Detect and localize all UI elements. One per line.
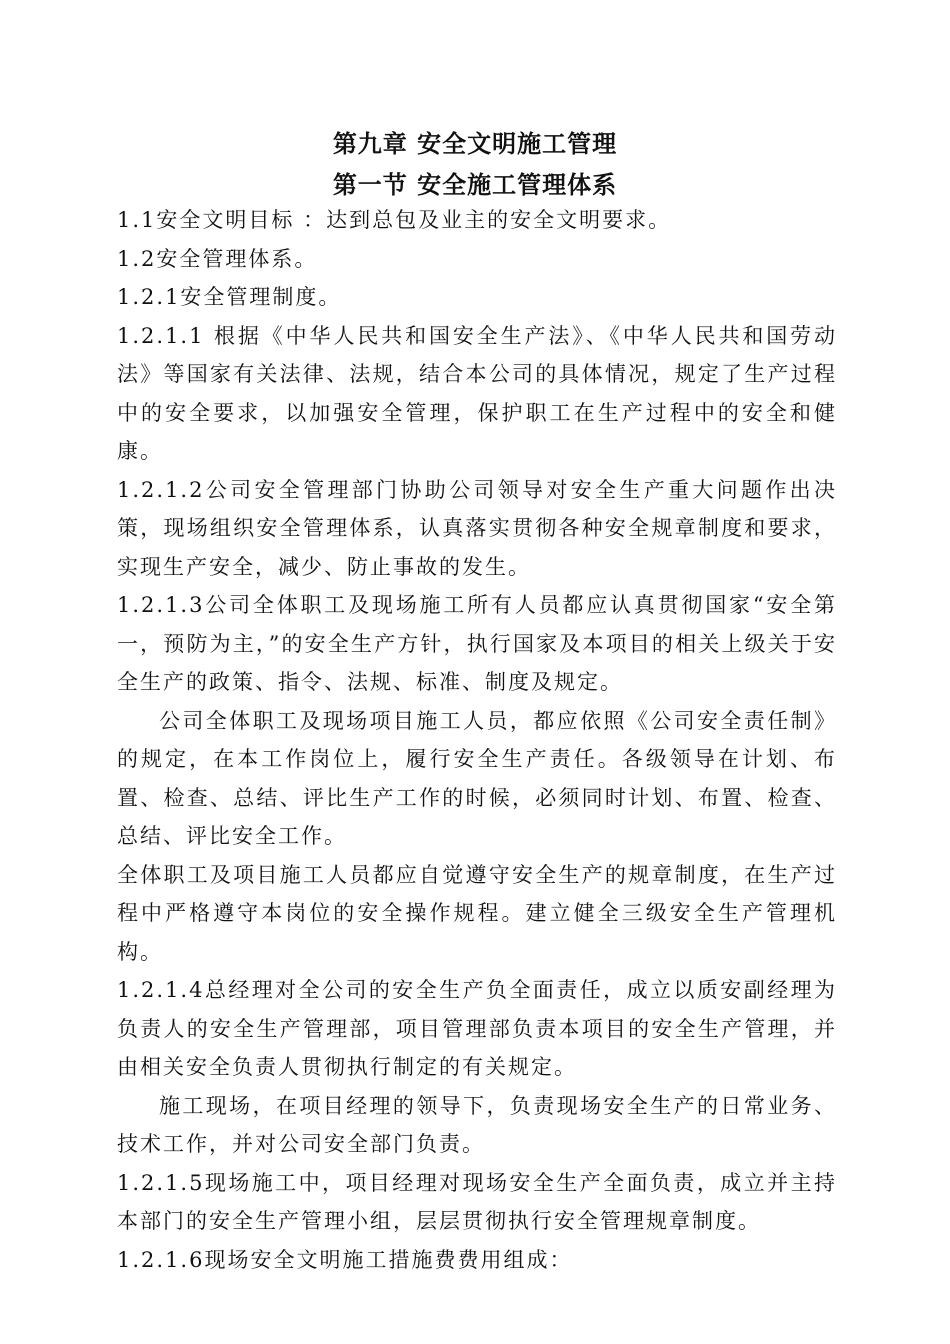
paragraph-1-2-1-5: 1.2.1.5现场施工中，项目经理对现场安全生产全面负责，成立并主持本部门的安全生产管理小组，层层贯彻执行安全管理规章制度。 bbox=[117, 1170, 837, 1233]
paragraph-1-2-1-1: 1.2.1.1 根据《中华人民共和国安全生产法》、《中华人民共和国劳动法》等国家有关法律、法规，结合本公司的具体情况，规定了生产过程中的安全要求，以加强安全管理，保护职工在生产过程中的安全和健康。 bbox=[117, 323, 837, 463]
paragraph-1-2-1-3: 1.2.1.3公司全体职工及现场施工所有人员都应认真贯彻国家“安全第一，预防为主，”的安全生产方针，执行国家及本项目的相关上级关于安全生产的政策、指令、法规、标准、制度及规定。 bbox=[117, 593, 837, 694]
paragraph-1-2-1-2: 1.2.1.2公司安全管理部门协助公司领导对安全生产重大问题作出决策，现场组织安全管理体系，认真落实贯彻各种安全规章制度和要求，实现生产安全，减少、防止事故的发生。 bbox=[117, 477, 837, 579]
section-title: 第一节 安全施工管理体系 bbox=[332, 170, 618, 199]
paragraph-site-management: 施工现场，在项目经理的领导下，负责现场安全生产的日常业务、技术工作，并对公司安全部门负责。 bbox=[117, 1093, 837, 1156]
body-text bbox=[117, 201, 837, 1279]
paragraph-1-2-1-4: 1.2.1.4总经理对全公司的安全生产负全面责任，成立以质安副经理为负责人的安全生产管理部，项目管理部负责本项目的安全生产管理，并由相关安全负责人贯彻执行制定的有关规定。 bbox=[117, 978, 837, 1079]
paragraph-safety-goal: 1.1安全文明目标 ：达到总包及业主的安全文明要求。 bbox=[117, 208, 672, 232]
paragraph-1-2-1-6: 1.2.1.6现场安全文明施工措施费费用组成： bbox=[117, 1247, 573, 1272]
paragraph-management-system: 1.2安全管理体系。 bbox=[117, 246, 318, 271]
paragraph-management-rules: 1.2.1安全管理制度。 bbox=[117, 285, 342, 309]
paragraph-staff-compliance: 全体职工及项目施工人员都应自觉遵守安全生产的规章制度，在生产过程中严格遵守本岗位的安全操作规程。建立健全三级安全生产管理机构。 bbox=[117, 862, 837, 964]
paragraph-staff-responsibility: 公司全体职工及现场项目施工人员，都应依照《公司安全责任制》的规定，在本工作岗位上，履行安全生产责任。各级领导在计划、布置、检查、总结、评比生产工作的时候，必须同时计划、布置、检查、总结、评比安全工作。 bbox=[117, 708, 837, 848]
chapter-title: 第九章 安全文明施工管理 bbox=[332, 129, 618, 158]
